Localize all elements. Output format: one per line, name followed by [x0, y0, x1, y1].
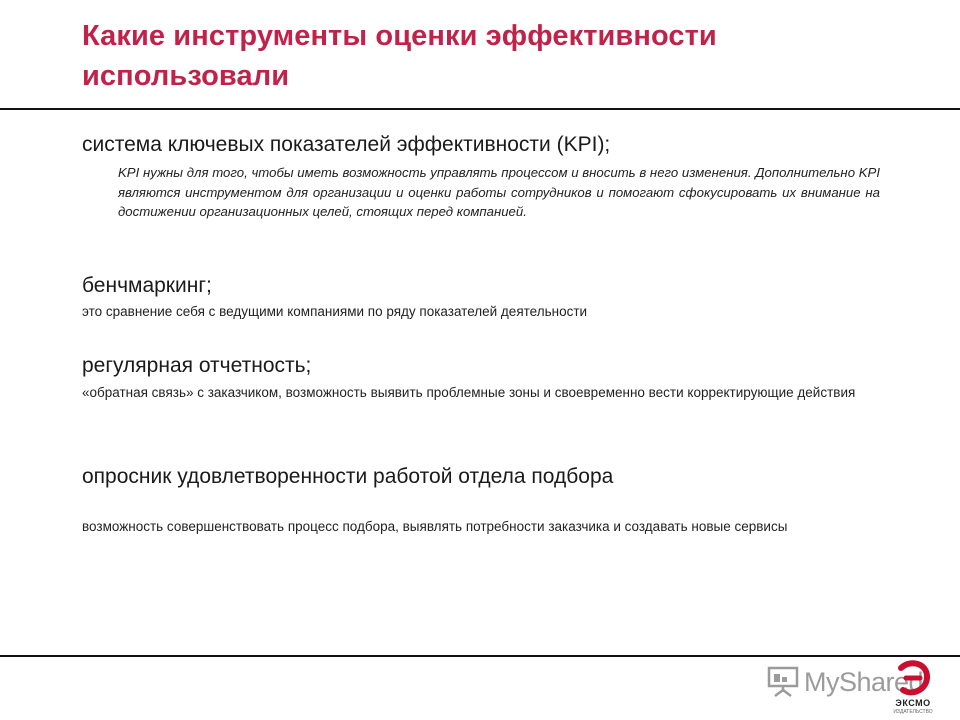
item-heading-kpi: система ключевых показателей эффективности (KPI);: [82, 133, 611, 156]
item-description-survey: возможность совершенствовать процесс подбора, выявлять потребности заказчика и создавать новые сервисы: [82, 519, 788, 534]
item-heading-survey: опросник удовлетворенности работой отдела подбора: [82, 465, 614, 488]
brand-name: ЭКСМО: [895, 698, 931, 708]
top-divider: [0, 108, 960, 110]
item-description-benchmarking: это сравнение себя с ведущими компаниями по ряду показателей деятельности: [82, 304, 588, 319]
bottom-divider: [0, 655, 960, 657]
eksmo-logo-icon: [888, 660, 938, 698]
slide-title: Какие инструменты оценки эффективности использовали: [82, 20, 717, 92]
brand-logo: [888, 660, 938, 718]
footer-logos: [760, 658, 960, 720]
brand-subtitle: ИЗДАТЕЛЬСТВО: [893, 709, 933, 715]
item-heading-benchmarking: бенчмаркинг;: [82, 274, 212, 297]
item-heading-reporting: регулярная отчетность;: [82, 354, 312, 377]
item-description-reporting: «обратная связь» с заказчиком, возможность выявить проблемные зоны и своевременно вести корректирующие действия: [82, 385, 856, 400]
item-description-kpi: KPI нужны для того, чтобы иметь возможность управлять процессом и вносить в него изменения. Дополнительно KPI являются инструментом для организации и оценки работы сотрудников и помогают сфокусировать их внимание на достижении организационных целей, стоящих перед компанией.: [118, 165, 880, 220]
watermark-text: MyShared: [804, 666, 924, 697]
presentation-board-icon: [766, 665, 800, 699]
